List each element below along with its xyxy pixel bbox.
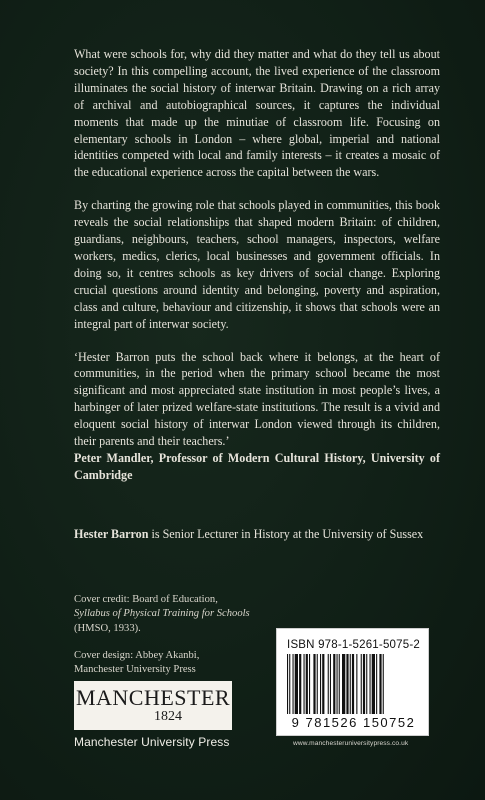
logo-year: 1824	[154, 709, 182, 724]
logo-name: MANCHESTER	[75, 685, 231, 710]
barcode-bar	[330, 654, 331, 714]
barcode-bar	[333, 654, 335, 714]
barcode-bar	[299, 654, 301, 714]
publisher-website: www.manchesteruniversitypress.co.uk	[293, 740, 409, 747]
barcode-bar	[317, 654, 318, 714]
barcode-bar	[376, 654, 377, 714]
barcode-bar	[337, 654, 338, 714]
barcode-bar	[366, 654, 367, 714]
cover-design-line-1: Cover design: Abbey Akanbi,	[74, 649, 200, 661]
barcode-bar	[295, 654, 298, 714]
barcode-bar	[289, 654, 290, 714]
publisher-logo	[74, 681, 232, 730]
barcode-bar	[339, 654, 340, 714]
barcode-bar	[342, 654, 345, 714]
review-quote: ‘Hester Barron puts the school back where it belongs, at the heart of communities, in the period when the primary school became the most significant and most appreciated state institution in most people’s lives, a harbinger of later prized welfare-state institutions. The result is a vivid and eloquent social history of interwar London viewed through its children, their parents and their teachers.’	[74, 349, 440, 449]
barcode-bar	[361, 654, 362, 714]
cover-design-credit	[74, 649, 274, 678]
barcode-bar	[287, 654, 288, 714]
isbn-label: ISBN 978-1-5261-5075-2	[287, 639, 420, 651]
author-name: Hester Barron	[74, 527, 149, 541]
barcode-bar	[379, 654, 381, 714]
barcode-bar	[322, 654, 324, 714]
cover-credit-suffix: (HMSO, 1933).	[74, 622, 141, 634]
barcode-bar	[383, 654, 384, 714]
barcode-bar	[306, 654, 308, 714]
barcode-bar	[370, 654, 371, 714]
cover-credit-title: Syllabus of Physical Training for Schools	[74, 608, 250, 620]
publisher-name: Manchester University Press	[74, 735, 230, 749]
barcode-bar	[328, 654, 329, 714]
barcode-bar	[350, 654, 351, 714]
blurb-paragraph-1: What were schools for, why did they matter and what do they tell us about society? In this compelling account, the lived experience of the classroom illuminates the social history of interwar Britain. Drawing on a rich array of archival and autobiographical sources, it captures the individual moments that made up the minutiae of classroom life. Focusing on elementary schools in London – where global, imperial and national identities competed with local and family interests – it creates a mosaic of the educational experience across the capital between the wars.	[74, 47, 440, 180]
barcode-panel	[276, 628, 429, 736]
blurb	[74, 46, 440, 500]
author-bio	[74, 526, 454, 542]
quote-attribution: Peter Mandler, Professor of Modern Cultural History, University of Cambridge	[74, 450, 440, 482]
barcode-bar	[352, 654, 354, 714]
cover-credit-prefix: Cover credit: Board of Education,	[74, 594, 218, 605]
barcode-bar	[313, 654, 315, 714]
barcode-bars	[287, 654, 420, 714]
barcode-bar	[293, 654, 294, 714]
blurb-paragraph-2: By charting the growing role that schools played in communities, this book reveals the social relationships that shaped modern Britain: of children, guardians, neighbours, teachers, school managers, inspectors, welfare workers, medics, clerics, local businesses and government officials. In doing so, it centres schools as key drivers of social change. Exploring crucial questions around identity and belonging, poverty and aspiration, class and culture, behaviour and citizenship, it shows that schools were an integral part of interwar society.	[74, 198, 440, 331]
barcode-bar	[309, 654, 310, 714]
barcode-bar	[372, 654, 375, 714]
barcode-bar	[356, 654, 357, 714]
barcode-bar	[304, 654, 305, 714]
barcode-bar	[346, 654, 348, 714]
cover-design-line-2: Manchester University Press	[74, 664, 196, 676]
barcode-digits: 9 781526 150752	[291, 715, 416, 730]
barcode-bar	[320, 654, 321, 714]
cover-credits	[74, 593, 274, 690]
barcode-bar	[363, 654, 365, 714]
author-bio-text: is Senior Lecturer in History at the University of Sussex	[148, 527, 424, 541]
cover-credit	[74, 593, 274, 636]
